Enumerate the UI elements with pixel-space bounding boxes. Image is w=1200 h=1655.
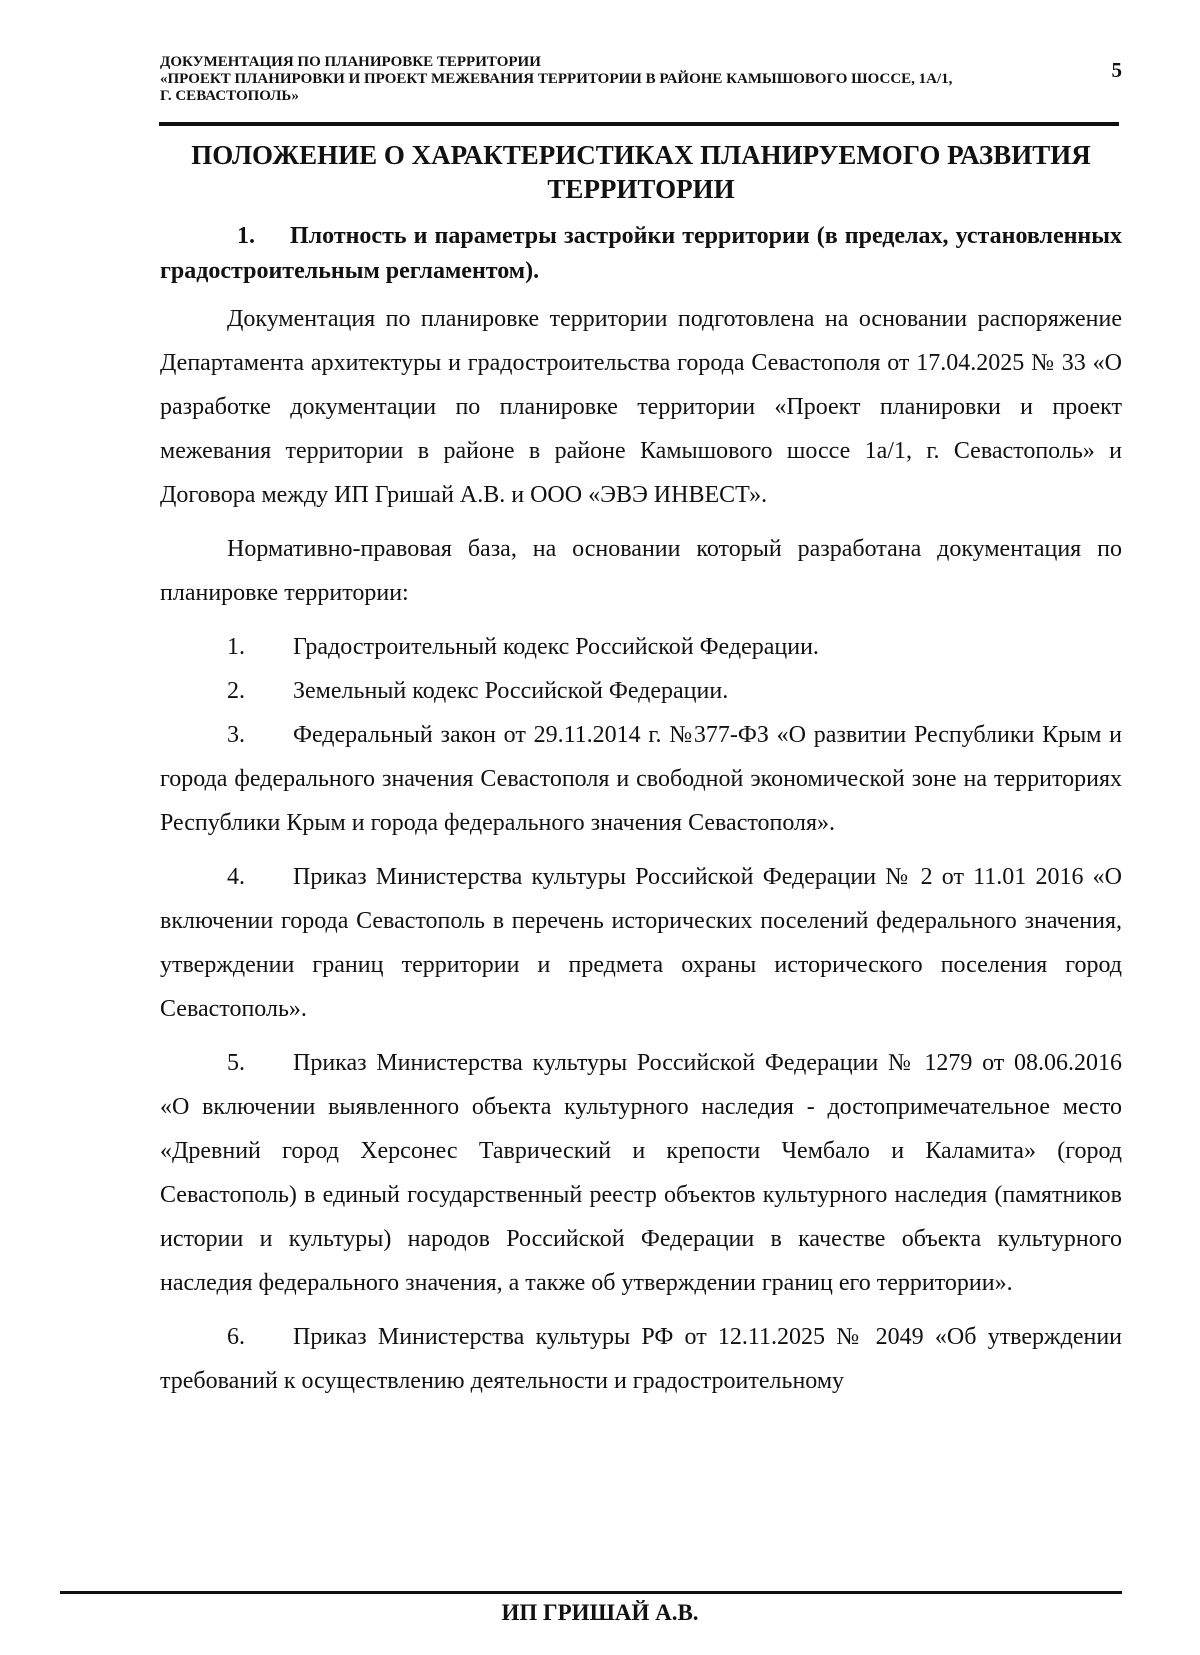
- section-number: 1.: [237, 223, 255, 249]
- list-item-text: Федеральный закон от 29.11.2014 г. №377-ФЗ «О развитии Республики Крым и города федерального значения Севастополя и свободной экономической зоне на территориях Республики Крым и города федерального значения Севастополя».: [160, 722, 1122, 836]
- title-line-2: ТЕРРИТОРИИ: [547, 174, 735, 204]
- list-item: [160, 669, 1122, 713]
- list-item: [160, 1041, 1122, 1305]
- section-heading: [160, 219, 1122, 289]
- list-item: [160, 855, 1122, 1031]
- page-number: 5: [1111, 58, 1122, 82]
- header-divider: [159, 122, 1119, 126]
- document-header: [160, 54, 1090, 105]
- list-item-number: 6.: [227, 1324, 245, 1350]
- title-line-1: ПОЛОЖЕНИЕ О ХАРАКТЕРИСТИКАХ ПЛАНИРУЕМОГО РАЗВИТИЯ: [191, 140, 1091, 170]
- list-item-number: 4.: [227, 864, 245, 890]
- paragraph-basis: Документация по планировке территории подготовлена на основании распоряжение Департамента архитектуры и градостроительства города Севастополя от 17.04.2025 № 33 «О разработке документации по планировке территории «Проект планировки и проект межевания территории в районе в районе Камышового шоссе 1а/1, г. Севастополь» и Договора между ИП Гришай А.В. и ООО «ЭВЭ ИНВЕСТ».: [160, 306, 1122, 508]
- header-line-3: Г. СЕВАСТОПОЛЬ»: [160, 88, 299, 104]
- document-body: [160, 138, 1122, 1403]
- list-item-number: 1.: [227, 634, 245, 660]
- list-item-text: Градостроительный кодекс Российской Федерации.: [293, 634, 819, 660]
- document-title: [160, 138, 1122, 206]
- list-item-text: Приказ Министерства культуры РФ от 12.11.2025 № 2049 «Об утверждении требований к осуществлению деятельности и градостроительному: [160, 1324, 1122, 1394]
- list-item-number: 5.: [227, 1050, 245, 1076]
- header-line-1: ДОКУМЕНТАЦИЯ ПО ПЛАНИРОВКЕ ТЕРРИТОРИИ: [160, 54, 541, 70]
- paragraph-legal-base: Нормативно-правовая база, на основании который разработана документация по планировке территории:: [160, 536, 1122, 606]
- footer-divider: [60, 1591, 1122, 1594]
- document-footer: ИП ГРИШАЙ А.В.: [501, 1600, 699, 1625]
- list-item-number: 2.: [227, 678, 245, 704]
- list-item: [160, 713, 1122, 845]
- list-item-number: 3.: [227, 722, 245, 748]
- list-item: [160, 625, 1122, 669]
- list-item-text: Приказ Министерства культуры Российской Федерации № 2 от 11.01 2016 «О включении города Севастополь в перечень исторических поселений федерального значения, утверждении границ территории и предмета охраны исторического поселения город Севастополь».: [160, 864, 1122, 1022]
- list-item-text: Земельный кодекс Российской Федерации.: [293, 678, 729, 704]
- list-item-text: Приказ Министерства культуры Российской Федерации № 1279 от 08.06.2016 «О включении выявленного объекта культурного наследия - достопримечательное место «Древний город Херсонес Таврический и крепости Чембало и Каламита» (город Севастополь) в единый государственный реестр объектов культурного наследия (памятников истории и культуры) народов Российской Федерации в качестве объекта культурного наследия федерального значения, а также об утверждении границ его территории».: [160, 1050, 1122, 1296]
- header-line-2: «ПРОЕКТ ПЛАНИРОВКИ И ПРОЕКТ МЕЖЕВАНИЯ ТЕРРИТОРИИ В РАЙОНЕ КАМЫШОВОГО ШОССЕ, 1А/1,: [160, 71, 953, 87]
- section-title: Плотность и параметры застройки территории (в пределах, установленных градостроительным регламентом).: [160, 223, 1122, 284]
- list-item: [160, 1315, 1122, 1403]
